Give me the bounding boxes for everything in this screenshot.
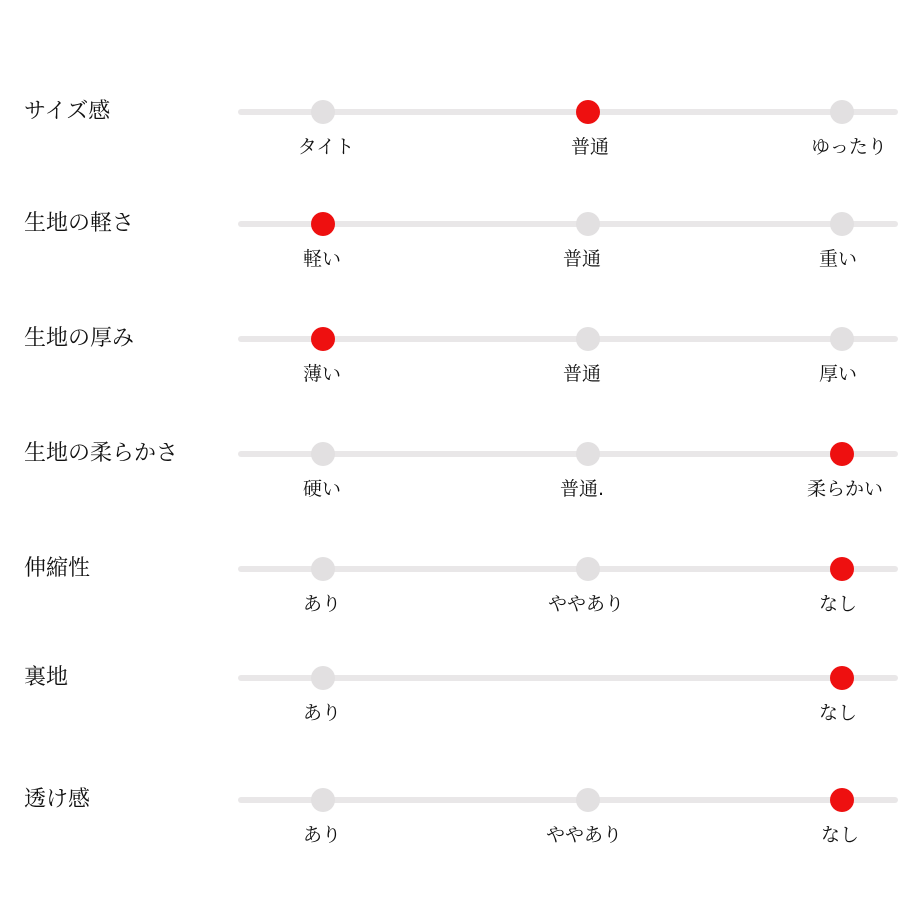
attribute-label: 伸縮性: [24, 556, 91, 581]
attribute-label: 生地の柔らかさ: [24, 441, 179, 466]
scale-dot[interactable]: [576, 212, 600, 236]
option-label: 重い: [818, 248, 857, 270]
scale-track: [238, 566, 898, 572]
attribute-row-thickness: [0, 326, 913, 439]
attribute-row-sheerness: [0, 787, 913, 900]
scale-dot-selected[interactable]: [311, 212, 335, 236]
option-label: あり: [302, 702, 341, 724]
scale-dot[interactable]: [830, 100, 854, 124]
option-label: なし: [818, 702, 857, 724]
scale-dot[interactable]: [830, 327, 854, 351]
attribute-row-weight: [0, 211, 913, 324]
option-label: ややあり: [545, 824, 622, 846]
option-label: ゆったり: [811, 136, 887, 158]
option-label: ややあり: [547, 593, 624, 615]
scale-dot[interactable]: [311, 557, 335, 581]
scale-dot[interactable]: [576, 788, 600, 812]
scale-dot[interactable]: [576, 327, 600, 351]
scale-track: [238, 797, 898, 803]
attribute-label: 生地の軽さ: [24, 211, 135, 236]
scale-dot[interactable]: [576, 442, 600, 466]
attribute-label: 透け感: [24, 787, 91, 812]
option-label: 軽い: [302, 248, 341, 270]
scale-track: [238, 675, 898, 681]
option-label: 硬い: [302, 478, 341, 500]
option-label: 薄い: [302, 363, 341, 385]
attribute-label: 裏地: [24, 665, 69, 690]
scale-track: [238, 336, 898, 342]
scale-dot[interactable]: [311, 100, 335, 124]
scale-dot-selected[interactable]: [830, 788, 854, 812]
scale-track: [238, 109, 898, 115]
attribute-row-stretch: [0, 556, 913, 669]
option-label: 普通.: [559, 478, 605, 500]
scale-dot-selected[interactable]: [576, 100, 600, 124]
scale-dot-selected[interactable]: [830, 557, 854, 581]
option-label: なし: [818, 593, 857, 615]
option-label: 普通: [562, 363, 601, 385]
attribute-label: 生地の厚み: [24, 326, 135, 351]
attribute-row-lining: [0, 665, 913, 778]
option-label: 普通: [570, 136, 609, 158]
option-label: あり: [302, 593, 341, 615]
option-label: あり: [302, 824, 341, 846]
scale-dot[interactable]: [311, 442, 335, 466]
scale-track: [238, 451, 898, 457]
option-label: 普通: [562, 248, 601, 270]
option-label: 柔らかい: [806, 478, 883, 500]
scale-dot[interactable]: [830, 212, 854, 236]
scale-track: [238, 221, 898, 227]
attribute-label: サイズ感: [24, 99, 111, 124]
scale-dot-selected[interactable]: [311, 327, 335, 351]
scale-dot[interactable]: [576, 557, 600, 581]
option-label: なし: [820, 824, 859, 846]
scale-dot-selected[interactable]: [830, 442, 854, 466]
scale-dot-selected[interactable]: [830, 666, 854, 690]
attribute-row-softness: [0, 441, 913, 554]
scale-dot[interactable]: [311, 788, 335, 812]
attribute-row-size: [0, 99, 913, 212]
option-label: タイト: [297, 136, 355, 158]
option-label: 厚い: [818, 363, 857, 385]
scale-dot[interactable]: [311, 666, 335, 690]
